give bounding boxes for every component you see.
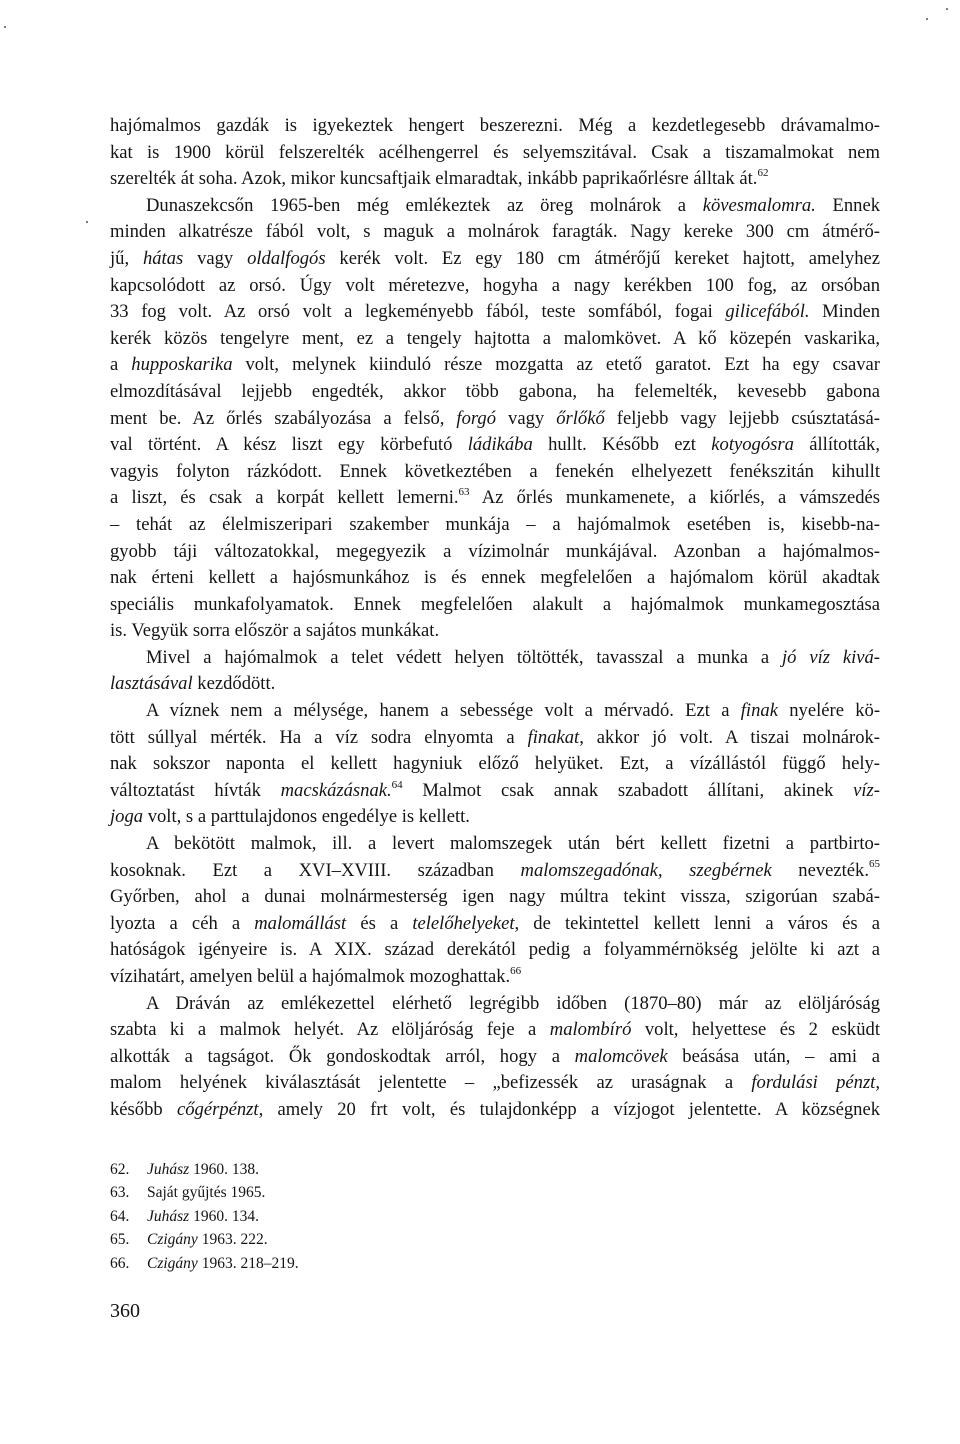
text-run: később: [110, 1098, 177, 1120]
italic-term: telelőhelyeket,: [412, 912, 520, 934]
text-run: kosoknak. Ezt a XVI–XVIII. században: [110, 859, 521, 881]
text-run: a: [110, 354, 132, 376]
footnote-author: Juhász: [147, 1207, 190, 1225]
text-run: A víznek nem a mélysége, hanem a sebessége volt a mérvadó. Ezt a: [146, 700, 741, 722]
footnote-ref: 65: [869, 858, 880, 871]
footnote-ref: 63: [458, 486, 470, 499]
text-run: Győrben, ahol a dunai molnármesterség igen nagy múltra tekint vissza, szigorúan szabá-: [110, 886, 880, 908]
text-run: alkották a tagságot. Ők gondoskodtak arról, hogy a: [110, 1045, 575, 1067]
text-run: Mivel a hajómalmok a telet védett helyen töltötték, tavasszal a munka a: [146, 646, 782, 668]
text-run: és a: [346, 912, 413, 934]
text-line: [110, 964, 880, 991]
text-line: [110, 406, 880, 433]
text-run: nyelére kö-: [777, 700, 881, 722]
footnote: [110, 1228, 530, 1251]
italic-term: malomállást: [254, 912, 347, 934]
italic-term: malomcövek: [574, 1045, 668, 1067]
italic-term: jó víz kivá-: [782, 646, 880, 668]
text-run: szabta ki a malmok helyét. Az elöljáróság feje a: [110, 1019, 550, 1041]
footnote-author: Czigány: [147, 1254, 198, 1272]
text-run: tött súllyal mérték. Ha a víz sodra elnyomta a: [110, 726, 528, 748]
body-text: [110, 113, 880, 1124]
text-run: kapcsolódott az orsó. Úgy volt méretezve, hogyha a nagy kerékben 100 fog, az orsóban: [110, 274, 880, 296]
text-run: A Dráván az emlékezettel elérhető legrégibb időben (1870–80) már az elöljáróság: [146, 992, 880, 1014]
scan-speck: [4, 26, 6, 28]
text-line: [110, 618, 880, 645]
scan-speck: [926, 18, 928, 20]
text-run: változtatást hívták: [110, 779, 281, 801]
italic-term: joga: [110, 806, 144, 828]
text-run: – tehát az élelmiszeripari szakember munkája – a hajómalmok esetében is, kisebb-na-: [110, 513, 880, 535]
text-line: [110, 459, 880, 486]
text-line: [110, 671, 880, 698]
text-run: kezdődött.: [192, 673, 276, 695]
footnote-citation: 1963. 222.: [197, 1231, 268, 1249]
text-line: [110, 352, 880, 379]
text-run: jű,: [110, 247, 143, 269]
italic-term: malomszegadónak, szegbérnek: [520, 859, 772, 881]
text-line: [110, 751, 880, 778]
text-run: Ennek: [815, 194, 881, 216]
italic-term: hupposkarika: [131, 354, 233, 376]
italic-term: finak: [740, 700, 778, 722]
text-line: [110, 804, 880, 831]
italic-term: lasztásával: [110, 673, 193, 695]
footnote-number: 62.: [110, 1161, 130, 1178]
footnote-citation: 1963. 218–219.: [197, 1254, 299, 1272]
text-line: [110, 193, 880, 220]
footnotes: [110, 1158, 530, 1275]
footnote-number: 63.: [110, 1184, 130, 1202]
text-run: a liszt, és csak a korpát kellett lemerni.: [110, 487, 459, 509]
text-run: de tekintettel kellett lenni a város és a: [519, 912, 880, 934]
scan-speck: [946, 8, 948, 10]
text-line: [110, 1070, 880, 1097]
text-run: Az őrlés munkamenete, a kiőrlés, a vámszedés: [469, 487, 880, 509]
text-run: volt, helyettese és 2 esküdt: [631, 1019, 880, 1041]
italic-term: oldalfogós: [247, 247, 326, 269]
italic-term: kotyogósra: [711, 434, 794, 456]
italic-term: macskázásnak.: [280, 779, 392, 801]
text-line: [110, 512, 880, 539]
text-run: beásása után, – ami a: [667, 1045, 880, 1067]
text-run: nak sokszor naponta el kellett hagyniuk előző helyüket. Ezt, a vízállástól függő hely-: [110, 753, 880, 775]
text-run: 33 fog volt. Az orsó volt a legkeményebb fából, teste somfából, fogai: [110, 301, 726, 323]
footnote-citation: Saját gyűjtés 1965.: [147, 1184, 266, 1202]
text-run: kat is 1900 körül felszerelték acélhengerrel és selyemszitával. Csak a tiszamalmokat nem: [110, 141, 880, 163]
text-line: [110, 1097, 880, 1124]
footnote: [110, 1181, 530, 1204]
text-run: vagy: [183, 247, 248, 269]
page-number: 360: [110, 1300, 140, 1322]
text-line: [110, 166, 880, 193]
text-line: [110, 778, 880, 805]
italic-term: forgó: [456, 407, 497, 429]
footnote-number: 66.: [110, 1254, 130, 1272]
text-run: volt, melynek kiinduló része mozgatta az etető garatot. Ezt ha egy csavar: [232, 354, 881, 376]
text-run: hullt. Később ezt: [532, 434, 712, 456]
text-run: Malmot csak annak szabadott állítani, akinek: [402, 779, 854, 801]
text-line: [110, 937, 880, 964]
text-line: [110, 326, 880, 353]
italic-term: finakat,: [527, 726, 584, 748]
text-line: [110, 539, 880, 566]
footnote: [110, 1205, 530, 1228]
italic-term: kövesmalomra.: [702, 194, 816, 216]
text-line: [110, 565, 880, 592]
text-line: [110, 219, 880, 246]
italic-term: gilicefából.: [725, 301, 810, 323]
text-line: [110, 1044, 880, 1071]
text-run: nevezték.: [771, 859, 869, 881]
text-line: [110, 858, 880, 885]
text-run: kerék közös tengelyre ment, ez a tengely hajtotta a malomkövet. A kő közepén vaskarika,: [110, 327, 880, 349]
text-run: lyozta a céh a: [110, 912, 255, 934]
text-run: minden alkatrésze fából volt, s maguk a molnárok faragták. Nagy kereke 300 cm átmérő-: [110, 221, 880, 243]
text-run: kerék volt. Ez egy 180 cm átmérőjű kereket hajtott, amelyhez: [325, 247, 880, 269]
text-run: vagyis folyton rázkódott. Ennek következtében a fenekén elhelyezett fenékszitán kihullt: [110, 460, 880, 482]
text-line: [110, 379, 880, 406]
text-run: hatóságok igényeire is. A XIX. század derekától pedig a folyammérnökség jelölte ki azt a: [110, 939, 880, 961]
text-run: vízihatárt, amelyen belül a hajómalmok mozoghattak.: [110, 966, 511, 987]
footnote-number: 64.: [110, 1207, 130, 1225]
text-run: malom helyének kiválasztását jelentette – „befizessék az uraságnak a: [110, 1072, 752, 1094]
text-run: A bekötött malmok, ill. a levert malomszegek után bért kellett fizetni a partbirto-: [146, 833, 880, 855]
text-run: szerelték át soha. Azok, mikor kuncsaftjaik elmaradtak, inkább paprikaőrlésre álltak át.: [110, 168, 758, 190]
text-line: [110, 698, 880, 725]
footnote-ref: 64: [391, 778, 403, 791]
footnote-ref: 66: [510, 964, 522, 977]
italic-term: víz-: [853, 779, 880, 801]
text-run: nak érteni kellett a hajósmunkához is és ennek megfelelően a hajómalom körül akadtak: [110, 567, 880, 589]
text-line: [110, 884, 880, 911]
italic-term: cőgérpénzt,: [176, 1098, 264, 1120]
text-run: amely 20 frt volt, és tulajdonképp a vízjogot jelentette. A községnek: [263, 1098, 881, 1120]
text-run: hajómalmos gazdák is igyekeztek hengert beszerezni. Még a kezdetlegesebb drávamalmo-: [110, 115, 880, 136]
text-run: állították,: [793, 434, 880, 456]
text-line: [110, 273, 880, 300]
text-run: vagy: [496, 407, 557, 429]
text-run: gyobb táji változatokkal, megegyezik a vízimolnár munkájával. Azonban a hajómalmos-: [110, 540, 880, 562]
italic-term: fordulási pénzt,: [751, 1072, 881, 1094]
text-run: Minden: [809, 301, 880, 323]
footnote-author: Czigány: [147, 1231, 198, 1249]
text-line: [110, 991, 880, 1018]
scan-speck: [86, 221, 88, 223]
footnote-author: Juhász: [147, 1161, 190, 1178]
footnote-citation: 1960. 138.: [189, 1161, 259, 1178]
text-run: ment be. Az őrlés szabályozása a felső,: [110, 407, 457, 429]
text-line: [110, 911, 880, 938]
italic-term: malombíró: [549, 1019, 632, 1041]
text-run: elmozdításával lejjebb engedték, akkor több gabona, ha felemelték, kevesebb gabona: [110, 380, 880, 402]
text-run: is. Vegyük sorra először a sajátos munkákat.: [110, 620, 440, 642]
text-run: Dunaszekcsőn 1965-ben még emlékeztek az öreg molnárok a: [146, 194, 703, 216]
text-run: speciális munkafolyamatok. Ennek megfelelően alakult a hajómalmok munkamegosztása: [110, 593, 880, 615]
footnote-citation: 1960. 134.: [189, 1207, 259, 1225]
text-line: [110, 645, 880, 672]
text-line: [110, 246, 880, 273]
text-line: [110, 1017, 880, 1044]
text-run: feljebb vagy lejjebb csúsztatásá-: [604, 407, 880, 429]
text-line: [110, 485, 880, 512]
text-line: [110, 831, 880, 858]
text-line: [110, 725, 880, 752]
text-run: akkor jó volt. A tiszai molnárok-: [583, 726, 880, 748]
text-line: [110, 299, 880, 326]
footnote: [110, 1158, 530, 1181]
text-line: [110, 140, 880, 167]
footnote: [110, 1252, 530, 1275]
italic-term: ládikába: [467, 434, 533, 456]
italic-term: őrlőkő: [556, 407, 605, 429]
text-run: volt, s a parttulajdonos engedélye is kellett.: [143, 806, 470, 828]
footnote-number: 65.: [110, 1231, 130, 1249]
text-line: [110, 113, 880, 140]
italic-term: hátas: [142, 247, 184, 269]
text-run: val történt. A kész liszt egy körbefutó: [110, 434, 468, 456]
text-line: [110, 432, 880, 459]
text-line: [110, 592, 880, 619]
footnote-ref: 62: [757, 167, 769, 179]
